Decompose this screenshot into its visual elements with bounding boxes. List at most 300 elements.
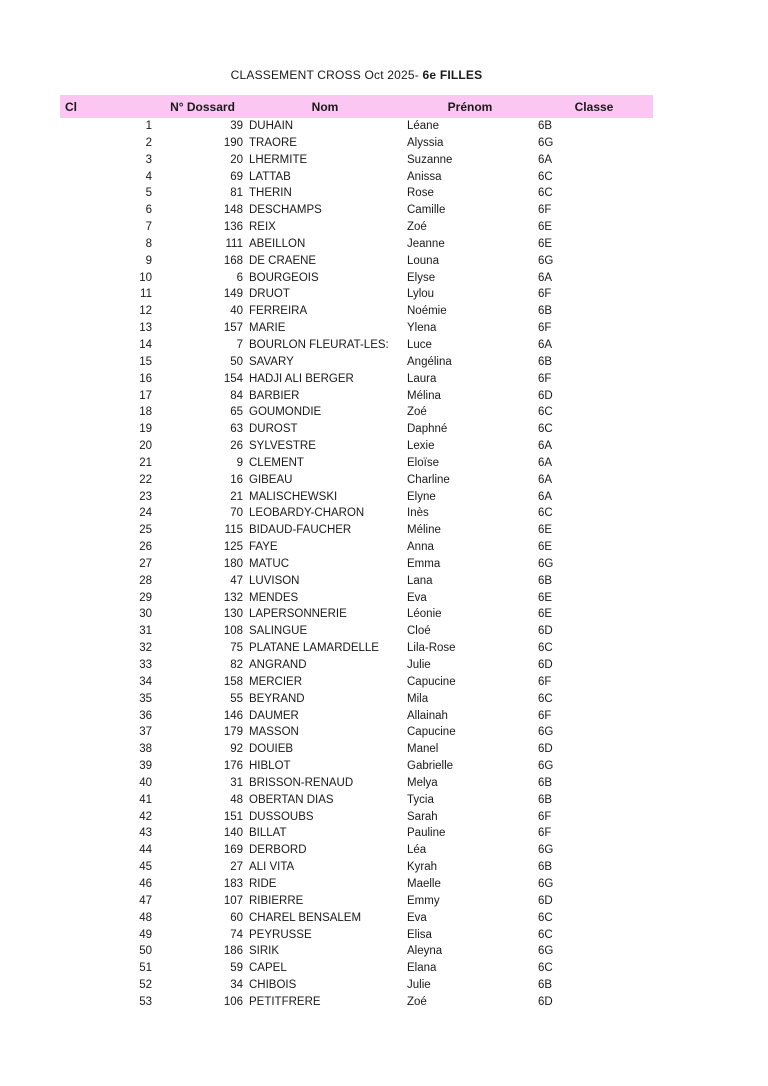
cell-dossard: 27 [230,861,243,874]
cell-prenom: Gabrielle [407,760,454,773]
cell-prenom: Lana [407,574,433,587]
cell-rank: 45 [139,861,152,874]
cell-rank: 46 [139,877,152,890]
cell-dossard: 125 [223,541,243,554]
cell-prenom: Suzanne [407,153,453,166]
cell-classe: 6E [538,524,553,537]
cell-rank: 3 [145,153,152,166]
cell-nom: BARBIER [249,389,300,402]
cell-nom: BIDAUD-FAUCHER [249,524,352,537]
cell-rank: 4 [145,170,152,183]
cell-rank: 26 [139,541,152,554]
cell-prenom: Inès [407,507,429,520]
cell-dossard: 59 [230,962,243,975]
cell-dossard: 154 [223,372,243,385]
cell-prenom: Rose [407,187,434,200]
cell-prenom: Léonie [407,608,442,621]
cell-nom: MERCIER [249,675,303,688]
cell-classe: 6G [538,877,554,890]
cell-classe: 6B [538,120,553,132]
cell-classe: 6D [538,995,553,1008]
cell-rank: 40 [139,776,152,789]
cell-dossard: 136 [223,221,243,234]
cell-prenom: Pauline [407,827,446,840]
table-row [60,910,653,927]
cell-classe: 6F [538,372,552,385]
table-row [60,320,653,337]
cell-classe: 6C [538,406,553,419]
cell-nom: OBERTAN DIAS [249,793,334,806]
cell-prenom: Melya [407,776,438,789]
cell-nom: ABEILLON [249,237,306,250]
cell-rank: 36 [139,709,152,722]
cell-rank: 49 [139,928,152,941]
table-row [60,977,653,994]
column-header-classe: Classe [574,99,614,114]
cell-rank: 9 [145,254,152,267]
cell-dossard: 176 [223,760,243,773]
cell-prenom: Elyne [407,490,436,503]
table-row [60,758,653,775]
cell-rank: 33 [139,659,152,671]
cell-rank: 17 [139,389,152,402]
cell-dossard: 63 [230,423,243,436]
table-row [60,371,653,388]
cell-rank: 7 [145,221,152,234]
cell-dossard: 9 [236,456,243,469]
cell-nom: CHAREL BENSALEM [249,911,362,924]
cell-rank: 25 [139,524,152,537]
cell-prenom: Angélina [407,355,452,368]
cell-prenom: Anissa [407,170,442,183]
cell-rank: 43 [139,827,152,840]
cell-nom: SYLVESTRE [249,440,316,453]
cell-nom: RIDE [249,877,277,890]
cell-rank: 8 [145,237,152,250]
cell-dossard: 108 [223,625,243,638]
column-header-cl: Cl [65,99,77,114]
cell-classe: 6F [538,204,552,217]
table-row [60,859,653,876]
cell-rank: 30 [139,608,152,621]
cell-rank: 21 [139,456,152,469]
cell-nom: BRISSON-RENAUD [249,776,354,789]
cell-prenom: Mila [407,692,429,705]
cell-nom: DUHAIN [249,120,294,132]
table-row [60,118,653,135]
page-title-regular: CLASSEMENT CROSS Oct 2025- [230,68,423,82]
table-row [60,421,653,438]
table-row [60,135,653,152]
cell-prenom: Lexie [407,440,435,453]
cell-rank: 6 [145,204,152,217]
cell-nom: LATTAB [249,170,291,183]
cell-nom: BEYRAND [249,692,305,705]
cell-dossard: 84 [230,389,243,402]
cell-dossard: 168 [223,254,243,267]
cell-rank: 29 [139,591,152,604]
cell-dossard: 40 [230,305,243,318]
table-row [60,960,653,977]
cell-classe: 6C [538,423,553,436]
cell-classe: 6C [538,187,553,200]
cell-prenom: Jeanne [407,237,445,250]
cell-dossard: 169 [223,844,243,857]
cell-dossard: 106 [223,995,243,1008]
cell-prenom: Daphné [407,423,448,436]
page-title-bold: 6e FILLES [422,68,483,82]
cell-rank: 10 [139,271,152,284]
table-row [60,606,653,623]
cell-nom: LAPERSONNERIE [249,608,347,621]
cell-classe: 6C [538,962,553,975]
cell-dossard: 115 [224,524,243,537]
cell-classe: 6D [538,659,553,671]
cell-rank: 51 [139,962,152,975]
cell-nom: FAYE [249,541,278,554]
cell-dossard: 26 [230,440,243,453]
table-row [60,404,653,421]
cell-prenom: Manel [407,743,439,756]
cell-nom: RIBIERRE [249,894,304,907]
cell-dossard: 31 [230,776,243,789]
cell-dossard: 16 [230,473,243,486]
cell-dossard: 21 [230,490,243,503]
cell-prenom: Camille [407,204,446,217]
table-row [60,724,653,741]
cell-prenom: Lylou [407,288,435,301]
table-row [60,775,653,792]
cell-dossard: 132 [223,591,243,604]
cell-nom: PLATANE LAMARDELLE [249,642,379,655]
table-row [60,640,653,657]
cell-classe: 6G [538,844,554,857]
cell-rank: 31 [139,625,152,638]
cell-nom: SIRIK [249,945,280,958]
cell-nom: HIBLOT [249,760,291,773]
table-row [60,354,653,371]
cell-dossard: 75 [230,642,243,655]
table-body [60,118,653,1011]
page-title [60,68,653,82]
table-row [60,573,653,590]
cell-rank: 22 [139,473,152,486]
cell-classe: 6G [538,136,554,149]
cell-dossard: 149 [223,288,243,301]
cell-dossard: 55 [230,692,243,705]
cell-nom: TRAORE [249,136,297,149]
cell-rank: 27 [139,557,152,570]
column-header-nom: Nom [311,99,339,114]
cell-dossard: 146 [223,709,243,722]
cell-classe: 6F [538,322,552,335]
cell-classe: 6D [538,743,553,756]
cell-classe: 6F [538,827,552,840]
cell-classe: 6G [538,726,554,739]
cell-nom: BOURGEOIS [249,271,319,284]
cell-rank: 50 [139,945,152,958]
cell-classe: 6B [538,776,553,789]
cell-rank: 37 [139,726,152,739]
cell-dossard: 69 [230,170,243,183]
table-row [60,185,653,202]
table-row [60,438,653,455]
cell-nom: LUVISON [249,574,300,587]
cell-nom: HADJI ALI BERGER [249,372,354,385]
cell-rank: 24 [139,507,152,520]
cell-prenom: Eloïse [407,456,439,469]
cell-prenom: Sarah [407,810,438,823]
cell-nom: REIX [249,221,276,234]
cell-rank: 28 [139,574,152,587]
cell-classe: 6A [538,440,553,453]
cell-classe: 6G [538,945,554,958]
cell-classe: 6B [538,355,553,368]
cell-dossard: 157 [223,322,243,335]
cell-nom: BILLAT [249,827,287,840]
cell-prenom: Elisa [407,928,432,941]
cell-nom: MARIE [249,322,286,335]
table-row [60,590,653,607]
cell-dossard: 74 [230,928,243,941]
table-row [60,152,653,169]
cell-rank: 1 [145,120,152,132]
column-header-prenom: Prénom [447,99,493,114]
cell-nom: DERBORD [249,844,307,857]
table-row [60,169,653,186]
table-row [60,219,653,236]
cell-dossard: 34 [230,979,243,992]
cell-classe: 6C [538,692,553,705]
cell-nom: MATUC [249,557,290,570]
cell-dossard: 186 [223,945,243,958]
cell-nom: DRUOT [249,288,290,301]
cell-rank: 47 [139,894,152,907]
cell-rank: 14 [139,338,152,351]
cell-prenom: Tycia [407,793,434,806]
cell-prenom: Julie [407,659,431,671]
cell-classe: 6F [538,675,552,688]
cell-nom: DUSSOUBS [249,810,314,823]
cell-prenom: Elyse [407,271,436,284]
cell-classe: 6F [538,288,552,301]
cell-classe: 6F [538,709,552,722]
table-row [60,556,653,573]
cell-classe: 6B [538,793,553,806]
cell-rank: 20 [139,440,152,453]
cell-prenom: Zoé [407,406,427,419]
cell-dossard: 148 [223,204,243,217]
cell-nom: FERREIRA [249,305,308,318]
table-row [60,539,653,556]
cell-rank: 18 [139,406,152,419]
cell-dossard: 179 [223,726,243,739]
cell-dossard: 50 [230,355,243,368]
cell-classe: 6A [538,456,553,469]
cell-dossard: 111 [225,237,243,250]
cell-prenom: Charline [407,473,450,486]
cell-classe: 6E [538,237,553,250]
cell-nom: ALI VITA [249,861,295,874]
cell-rank: 44 [139,844,152,857]
cell-dossard: 151 [223,810,243,823]
cell-dossard: 65 [230,406,243,419]
cell-rank: 53 [139,995,152,1008]
cell-nom: THERIN [249,187,292,200]
cell-classe: 6G [538,760,554,773]
table-row [60,472,653,489]
cell-nom: DESCHAMPS [249,204,322,217]
cell-dossard: 39 [230,120,243,132]
cell-rank: 35 [139,692,152,705]
cell-classe: 6C [538,507,553,520]
cell-nom: PETITFRERE [249,995,321,1008]
cell-prenom: Léa [407,844,427,857]
cell-prenom: Ylena [407,322,437,335]
table-row [60,943,653,960]
cell-rank: 15 [139,355,152,368]
cell-prenom: Mélina [407,389,441,402]
cell-rank: 12 [139,305,152,318]
cell-classe: 6G [538,254,554,267]
cell-nom: DAUMER [249,709,299,722]
cell-prenom: Allainah [407,709,448,722]
cell-nom: GIBEAU [249,473,293,486]
cell-prenom: Zoé [407,995,427,1008]
table-row [60,455,653,472]
cell-classe: 6E [538,608,553,621]
cell-prenom: Noémie [407,305,447,318]
cell-rank: 42 [139,810,152,823]
table-row [60,842,653,859]
cell-dossard: 60 [230,911,243,924]
cell-classe: 6C [538,911,553,924]
table-row [60,825,653,842]
table-row [60,809,653,826]
cell-nom: MALISCHEWSKI [249,490,338,503]
cell-prenom: Eva [407,911,427,924]
cell-prenom: Kyrah [407,861,438,874]
cell-rank: 16 [139,372,152,385]
cell-prenom: Anna [407,541,434,554]
cell-rank: 13 [139,322,152,335]
cell-nom: GOUMONDIE [249,406,322,419]
cell-prenom: Elana [407,962,437,975]
cell-nom: DE CRAENE [249,254,317,267]
cell-prenom: Louna [407,254,439,267]
cell-classe: 6C [538,170,553,183]
table-row [60,994,653,1011]
cell-rank: 5 [145,187,152,200]
cell-dossard: 70 [230,507,243,520]
cell-rank: 11 [140,288,152,301]
cell-nom: ANGRAND [249,659,307,671]
cell-dossard: 7 [236,338,243,351]
cell-classe: 6A [538,271,553,284]
cell-classe: 6E [538,221,553,234]
cell-rank: 52 [139,979,152,992]
table-row [60,337,653,354]
cell-dossard: 140 [223,827,243,840]
results-table [60,95,653,1011]
cell-classe: 6G [538,557,554,570]
cell-dossard: 6 [236,271,243,284]
cell-prenom: Léane [407,120,439,132]
cell-dossard: 107 [223,894,243,907]
cell-nom: DOUIEB [249,743,294,756]
cell-nom: LEOBARDY-CHARON [249,507,365,520]
table-row [60,876,653,893]
table-row [60,792,653,809]
cell-rank: 41 [139,793,152,806]
cell-nom: CHIBOIS [249,979,297,992]
cell-nom: SALINGUE [249,625,308,638]
cell-nom: PEYRUSSE [249,928,312,941]
cell-classe: 6C [538,642,553,655]
cell-prenom: Aleyna [407,945,443,958]
column-header-dossard: N° Dossard [170,99,235,114]
cell-classe: 6C [538,928,553,941]
cell-nom: SAVARY [249,355,294,368]
cell-rank: 38 [139,743,152,756]
table-header [60,95,653,118]
table-row [60,893,653,910]
table-row [60,303,653,320]
cell-dossard: 92 [230,743,243,756]
cell-nom: BOURLON FLEURAT-LES: [249,338,389,351]
cell-prenom: Capucine [407,726,456,739]
cell-classe: 6A [538,153,553,166]
cell-prenom: Julie [407,979,431,992]
cell-classe: 6A [538,490,553,503]
cell-rank: 23 [139,490,152,503]
cell-classe: 6A [538,473,553,486]
cell-rank: 32 [139,642,152,655]
table-row [60,286,653,303]
cell-classe: 6B [538,305,553,318]
cell-prenom: Maelle [407,877,441,890]
cell-prenom: Eva [407,591,427,604]
cell-dossard: 158 [223,675,243,688]
cell-classe: 6F [538,810,552,823]
table-row [60,505,653,522]
cell-classe: 6D [538,625,553,638]
cell-prenom: Laura [407,372,437,385]
cell-prenom: Lila-Rose [407,642,456,655]
cell-nom: CLEMENT [249,456,304,469]
cell-prenom: Emma [407,557,441,570]
cell-rank: 34 [139,675,152,688]
table-row [60,522,653,539]
table-row [60,270,653,287]
table-row [60,253,653,270]
cell-prenom: Zoé [407,221,427,234]
table-row [60,202,653,219]
cell-classe: 6E [538,591,553,604]
table-row [60,741,653,758]
cell-dossard: 81 [230,187,243,200]
cell-dossard: 183 [223,877,243,890]
table-row [60,927,653,944]
cell-classe: 6E [538,541,553,554]
cell-classe: 6D [538,389,553,402]
table-row [60,708,653,725]
cell-rank: 48 [139,911,152,924]
table-row [60,236,653,253]
cell-classe: 6A [538,338,553,351]
cell-dossard: 180 [223,557,243,570]
cell-prenom: Emmy [407,894,440,907]
